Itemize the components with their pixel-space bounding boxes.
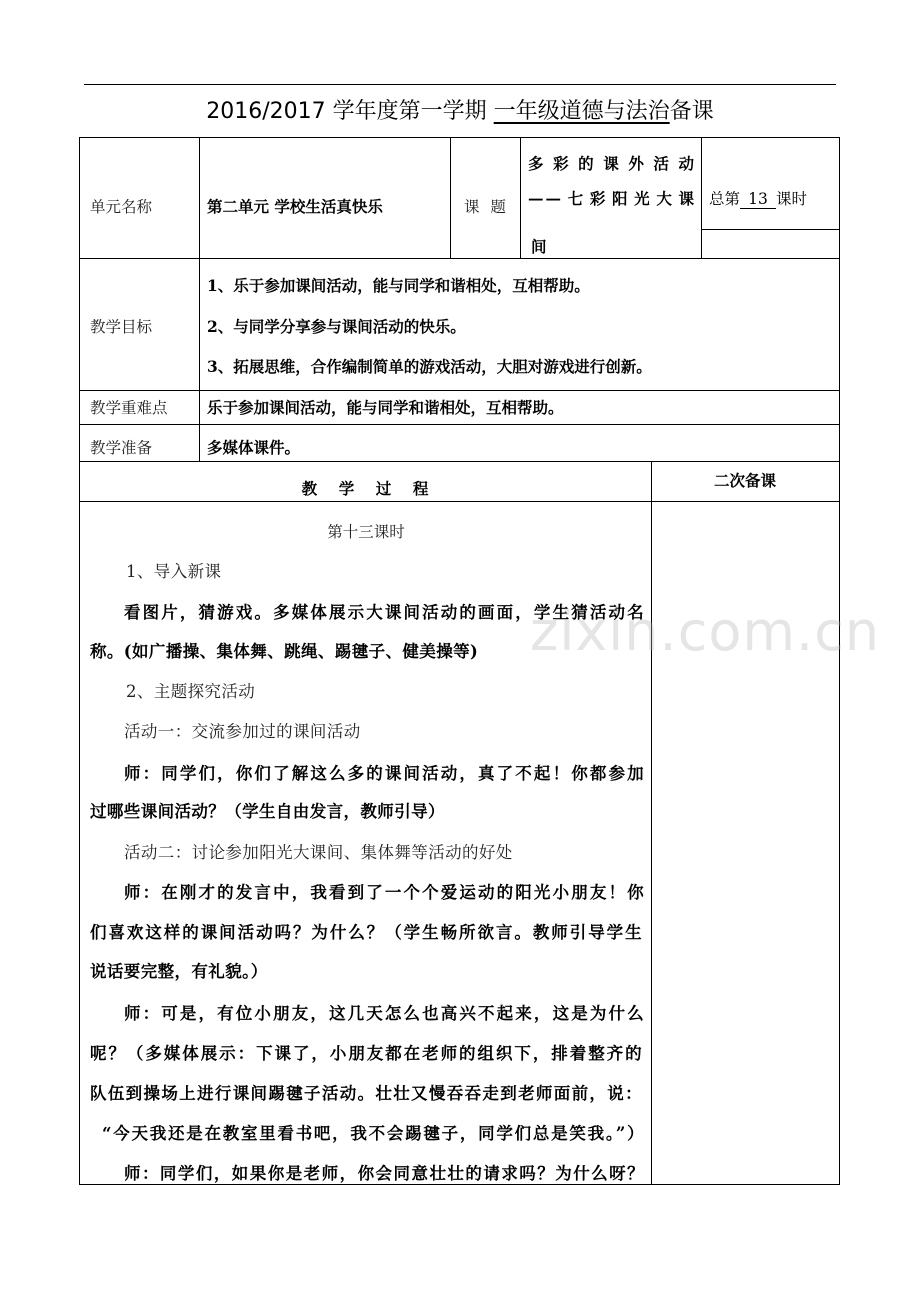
- table-border-left: [79, 137, 80, 1185]
- process-line: 看图片，猜游戏。多媒体展示大课间活动的画面，学生猜活动名: [124, 603, 644, 622]
- col-divider: [450, 137, 451, 258]
- row-divider: [79, 424, 840, 425]
- watermark: zixin.com.cn: [530, 600, 881, 663]
- process-line: 过哪些课间活动？（学生自由发言，教师引导）: [90, 802, 445, 821]
- process-line: 1、导入新课: [126, 562, 222, 581]
- title-suffix: 备课: [669, 99, 714, 124]
- key-points-value: 乐于参加课间活动，能与同学和谐相处，互相帮助。: [207, 398, 564, 417]
- table-border-top: [79, 137, 840, 138]
- total-lesson-count: [709, 189, 807, 209]
- process-line: 们喜欢这样的课间活动吗？为什么？（学生畅所欲言。教师引导学生: [90, 923, 642, 942]
- session-title: 第十三课时: [327, 523, 405, 541]
- process-line: 呢？（多媒体展示：下课了，小朋友都在老师的组织下，排着整齐的: [90, 1044, 642, 1063]
- row-divider: [79, 461, 840, 462]
- process-line: 活动二：讨论参加阳光大课间、集体舞等活动的好处: [124, 843, 513, 862]
- goal-item: 3、拓展思维，合作编制简单的游戏活动，大胆对游戏进行创新。: [207, 357, 652, 376]
- process-line: 师：同学们，如果你是老师，你会同意壮壮的请求吗？为什么呀？: [124, 1164, 644, 1183]
- topic-line-3: 间: [531, 237, 547, 256]
- topic-line-1: 多彩的课外活动: [528, 154, 696, 173]
- total-prefix: 总第: [709, 190, 741, 208]
- col-divider: [701, 137, 702, 258]
- process-line: 师：在刚才的发言中，我看到了一个个爱运动的阳光小朋友！你: [124, 883, 644, 902]
- process-header: 教 学 过 程: [301, 480, 429, 498]
- row-divider: [79, 258, 840, 259]
- row-divider: [79, 390, 840, 391]
- goal-item: 2、与同学分享参与课间活动的快乐。: [207, 317, 466, 336]
- total-suffix: 课时: [776, 190, 808, 208]
- preparation-label: 教学准备: [90, 439, 153, 457]
- second-prep-header: 二次备课: [713, 472, 776, 490]
- label-column-divider: [199, 137, 200, 461]
- process-line: 师：可是，有位小朋友，这几天怎么也高兴不起来，这是为什么: [124, 1004, 644, 1023]
- process-line: 活动一：交流参加过的课间活动: [124, 722, 361, 741]
- process-line: “今天我还是在教室里看书吧，我不会踢毽子，同学们总是笑我。”）: [102, 1124, 644, 1143]
- unit-label: 单元名称: [90, 198, 153, 216]
- process-line: 2、主题探究活动: [126, 682, 256, 701]
- total-cell-divider: [701, 229, 840, 230]
- row-divider: [79, 501, 840, 502]
- topic-label: 课 题: [464, 198, 509, 216]
- topic-line-2: ——七彩阳光大课: [528, 189, 696, 208]
- process-line: 说话要完整，有礼貌。）: [90, 962, 268, 981]
- goal-item: 1、乐于参加课间活动，能与同学和谐相处，互相帮助。: [207, 276, 590, 295]
- key-points-label: 教学重难点: [90, 399, 168, 417]
- process-line: 队伍到操场上进行课间踢毽子活动。壮壮又慢吞吞走到老师面前，说：: [90, 1084, 642, 1103]
- total-number: 13: [740, 191, 776, 209]
- preparation-value: 多媒体课件。: [207, 438, 301, 457]
- header-rule: [84, 84, 836, 85]
- title-prefix: 2016/2017 学年度第一学期: [206, 99, 494, 124]
- process-line: 称。(如广播操、集体舞、跳绳、踢毽子、健美操等): [90, 642, 479, 661]
- goals-label: 教学目标: [90, 318, 153, 336]
- title-subject: 一年级道德与法治: [493, 99, 670, 124]
- process-line: 师：同学们，你们了解这么多的课间活动，真了不起！你都参加: [124, 764, 644, 783]
- second-prep-column-divider: [651, 461, 652, 1184]
- unit-value: 第二单元 学校生活真快乐: [207, 197, 383, 216]
- page-title: [0, 96, 920, 128]
- col-divider: [520, 137, 521, 258]
